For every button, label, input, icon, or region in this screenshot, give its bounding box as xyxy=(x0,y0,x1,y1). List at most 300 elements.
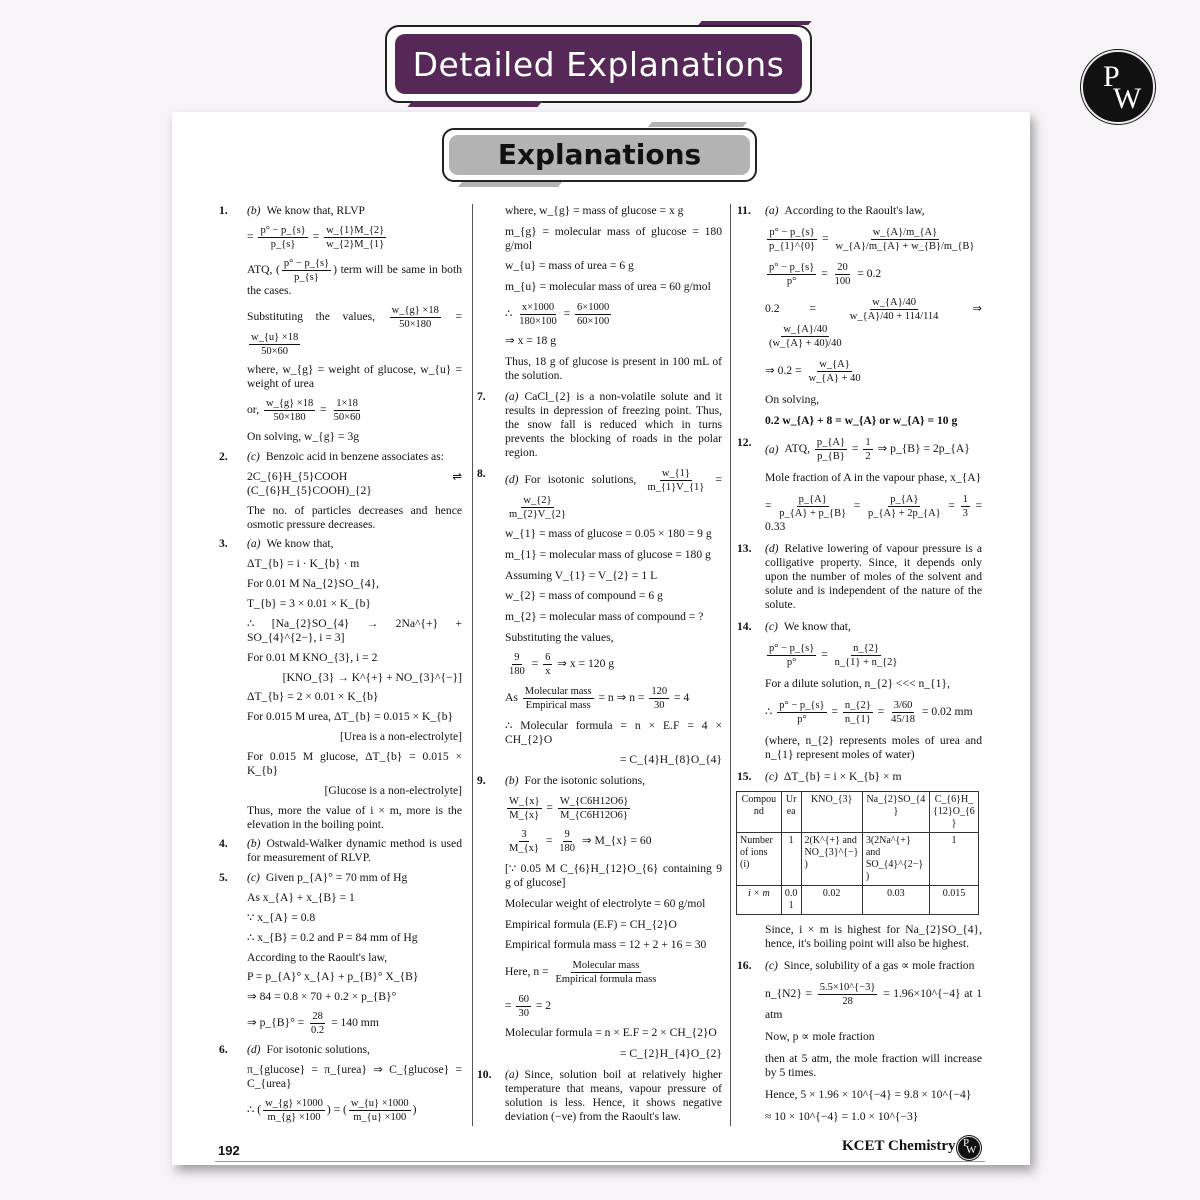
solution-text: ) = ( xyxy=(326,1102,347,1116)
question-number: 3. xyxy=(219,537,228,551)
answer-option: (b) xyxy=(247,204,261,217)
fraction xyxy=(863,436,872,463)
fraction-numerator: w_{A} xyxy=(819,358,850,370)
solution-text: = 0.2 xyxy=(854,266,882,280)
solution-text: Thus, 18 g of glucose is present in 100 mL of the solution. xyxy=(505,355,722,383)
solution-text: Molecular weight of electrolyte = 60 g/mol xyxy=(505,896,706,910)
solution-line xyxy=(490,753,722,767)
fraction-denominator: x xyxy=(545,666,551,678)
solution-text: = xyxy=(818,648,831,662)
pw-logo: P W xyxy=(1081,50,1155,124)
solution-line xyxy=(750,414,982,428)
solution-text: π_{glucose} = π_{urea} ⇒ C_{glucose} = C_{urea} xyxy=(247,1062,462,1090)
solution-line xyxy=(490,610,722,624)
question-answer xyxy=(737,959,982,973)
answer-option: (a) xyxy=(505,389,519,403)
solution-text: ⇒ M_{x} = 60 xyxy=(579,834,652,848)
solution-line xyxy=(750,1110,982,1124)
question-answer xyxy=(737,542,982,612)
fraction-denominator: m_{g} ×100 xyxy=(267,1111,321,1123)
answer-option: (d) xyxy=(765,542,779,556)
table-cell: 3(2Na^{+} and SO_{4}^{2−}) xyxy=(862,833,929,886)
fraction-numerator: w_{A}/40 xyxy=(783,323,828,335)
solution-line xyxy=(232,224,462,251)
solution-text: = xyxy=(828,704,841,718)
fraction-numerator: n_{2} xyxy=(844,699,871,711)
table-header-cell: Na_{2}SO_{4} xyxy=(862,792,929,833)
fraction xyxy=(249,331,300,358)
question-answer xyxy=(219,537,462,551)
solution-text: Hence, 5 × 1.96 × 10^{−4} = 9.8 × 10^{−4} xyxy=(765,1087,972,1101)
solution-text: = xyxy=(765,499,776,513)
solution-text: ⇒ xyxy=(942,301,982,315)
solution-line xyxy=(750,493,982,534)
fraction-denominator: w_{2}M_{1} xyxy=(326,238,385,250)
fraction-denominator: 60×100 xyxy=(577,315,610,327)
solution-text: ∴ Molecular formula = n × E.F = 4 × CH_{2}O xyxy=(505,718,722,746)
solution-text: CaCl_{2} is a non-volatile solute and it results in depression of freezing point. Thus, the snow fall is reduced which in turns prevents the blocking of roads in the polar region. xyxy=(505,389,722,459)
solution-text: ) term will be same in both the cases. xyxy=(247,262,462,297)
solution-line xyxy=(490,993,722,1020)
solution-line xyxy=(232,1010,462,1037)
solution-text: 2C_{6}H_{5}COOH ⇌ (C_{6}H_{5}COOH)_{2} xyxy=(247,469,462,497)
fraction xyxy=(523,685,594,712)
solution-line xyxy=(750,1052,982,1080)
fraction xyxy=(258,224,307,251)
solution-text: Thus, more the value of i × m, more is the elevation in the boiling point. xyxy=(247,803,462,831)
fraction-numerator: Molecular mass xyxy=(572,959,640,971)
fraction-numerator: p_{A} xyxy=(890,494,919,506)
solution-text: Molecular formula = n × E.F = 2 × CH_{2}O xyxy=(505,1026,717,1040)
column-divider xyxy=(730,204,731,1126)
solution-text: Since, i × m is highest for Na_{2}SO_{4}, hence, it's boiling point will also be highest. xyxy=(765,923,982,951)
solution-text: Mole fraction of A in the vapour phase, x_{A} xyxy=(765,471,982,485)
fraction xyxy=(309,1010,326,1037)
fraction-denominator: 45/18 xyxy=(891,713,916,725)
solution-line xyxy=(750,226,982,253)
solution-line xyxy=(750,923,982,951)
solution-text: For 0.015 M urea, ΔT_{b} = 0.015 × K_{b} xyxy=(247,710,454,724)
question-answer xyxy=(219,204,462,218)
fraction-denominator: 30 xyxy=(518,1007,529,1019)
solution-text: ATQ, ( xyxy=(247,262,280,276)
solution-text: w_{u} = mass of urea = 6 g xyxy=(505,259,634,273)
solution-text: As xyxy=(505,691,521,705)
table-header-cell: Urea xyxy=(781,792,801,833)
question-answer xyxy=(737,769,982,784)
solution-line xyxy=(490,204,722,218)
fraction-numerator: p_{A} xyxy=(798,494,827,506)
fraction-denominator: 30 xyxy=(653,700,665,711)
solution-text: For 0.015 M glucose, ΔT_{b} = 0.015 × K_{b} xyxy=(247,749,462,777)
solution-text: = n ⇒ n = xyxy=(595,691,648,705)
fraction-numerator: 1 xyxy=(865,437,871,449)
solution-line xyxy=(490,862,722,890)
solution-line xyxy=(490,1026,722,1040)
question-number: 5. xyxy=(219,871,228,885)
fraction xyxy=(349,1097,411,1124)
fraction-numerator: 3/60 xyxy=(893,699,913,711)
fraction xyxy=(507,651,527,678)
fraction xyxy=(767,642,816,669)
fraction-denominator: n_{1} + n_{2} xyxy=(834,656,898,668)
answer-option: (b) xyxy=(505,774,519,788)
question-answer xyxy=(477,1067,722,1124)
solution-text: = xyxy=(542,834,556,848)
solution-line xyxy=(232,931,462,945)
question-answer xyxy=(737,204,982,218)
question-number: 11. xyxy=(737,204,751,217)
solution-line xyxy=(490,651,722,678)
fraction-numerator: w_{1}M_{2} xyxy=(326,224,385,236)
fraction-denominator: 2 xyxy=(865,451,871,463)
solution-text: = xyxy=(543,800,556,814)
fraction-numerator: x×1000 xyxy=(521,301,555,313)
solution-line xyxy=(490,918,722,932)
solution-line xyxy=(232,690,462,704)
solution-line xyxy=(490,334,722,348)
solution-text: For a dilute solution, n_{2} <<< n_{1}, xyxy=(765,676,950,690)
solution-line xyxy=(232,430,462,444)
question-number: 15. xyxy=(737,769,752,783)
solution-line xyxy=(232,911,462,925)
solution-text: = xyxy=(874,704,888,718)
solution-line xyxy=(750,261,982,288)
table-cell: 0.01 xyxy=(781,886,801,915)
fraction xyxy=(767,261,816,288)
solution-text: For isotonic solutions, xyxy=(266,1043,370,1056)
fraction-numerator: 1×18 xyxy=(336,398,358,410)
solution-text: According to the Raoult's law, xyxy=(784,204,925,217)
answer-option: (d) xyxy=(247,1043,261,1056)
solution-text: = 4 xyxy=(671,691,690,705)
solution-text: We know that, xyxy=(783,619,851,633)
book-title: KCET Chemistry xyxy=(842,1138,956,1154)
solution-text: Since, solubility of a gas ∝ mole fraction xyxy=(783,959,975,973)
fraction-numerator: 9 xyxy=(564,829,570,841)
fraction xyxy=(833,642,900,669)
solution-line xyxy=(750,677,982,691)
question-number: 7. xyxy=(477,389,486,403)
solution-line xyxy=(750,642,982,669)
fraction xyxy=(558,795,630,822)
fraction xyxy=(777,699,826,726)
question-number: 2. xyxy=(219,449,228,463)
solution-line xyxy=(232,990,462,1004)
fraction-denominator: p_{1}^{0} xyxy=(769,240,816,252)
fraction xyxy=(263,1097,325,1124)
solution-line xyxy=(490,301,722,328)
fraction-denominator: p_{B} xyxy=(817,451,845,463)
solution-line xyxy=(490,828,722,855)
fraction xyxy=(332,397,363,424)
table-row xyxy=(737,886,979,915)
fraction-numerator: W_{x} xyxy=(509,795,540,807)
fraction xyxy=(777,493,848,520)
answer-option: (c) xyxy=(247,449,260,463)
question-answer xyxy=(219,871,462,885)
table-cell: i × m xyxy=(737,886,782,915)
solution-text: = 2 xyxy=(532,998,552,1012)
solution-text: ΔT_{b} = 2 × 0.01 × K_{b} xyxy=(247,690,379,704)
fraction-denominator: Empirical formula mass xyxy=(555,973,657,985)
solution-text: Here, n = xyxy=(505,965,552,979)
solution-line xyxy=(232,784,462,798)
solution-text: = C_{4}H_{8}O_{4} xyxy=(619,753,722,767)
solution-text: For 0.01 M Na_{2}SO_{4}, xyxy=(247,577,380,591)
solution-text: ⇒ x = 120 g xyxy=(554,657,615,671)
solution-line xyxy=(232,304,462,358)
solution-text: 0.2 w_{A} + 8 = w_{A} or w_{A} = 10 g xyxy=(765,414,958,428)
solution-text: = xyxy=(818,266,831,280)
solution-line xyxy=(232,470,462,498)
solution-line xyxy=(490,631,722,645)
solution-text: ∴ xyxy=(505,306,516,320)
solution-text: ) xyxy=(412,1102,417,1116)
table-cell: 2(K^{+} and NO_{3}^{−}) xyxy=(801,833,862,886)
fraction-denominator: p° xyxy=(786,656,797,668)
answer-option: (c) xyxy=(765,959,778,973)
solution-line xyxy=(232,651,462,665)
table-cell: 0.015 xyxy=(929,886,978,915)
fraction-denominator: 180 xyxy=(559,843,576,855)
fraction-denominator: 100 xyxy=(834,275,851,287)
solution-text: m_{u} = molecular mass of urea = 60 g/mol xyxy=(505,280,711,294)
fraction-numerator: 60 xyxy=(518,993,529,1005)
fraction-denominator: M_{x} xyxy=(509,809,540,821)
fraction-denominator: (w_{A} + 40)/40 xyxy=(769,337,842,349)
solution-text: Given p_{A}° = 70 mm of Hg xyxy=(265,871,408,885)
solution-line xyxy=(490,259,722,273)
solution-line xyxy=(490,795,722,822)
banner-stripe-bottom xyxy=(407,101,542,107)
fraction-numerator: 6×1000 xyxy=(577,301,610,313)
solution-line xyxy=(490,569,722,583)
sub-banner-stripe-bottom xyxy=(458,182,562,187)
question-number: 8. xyxy=(477,466,486,480)
fraction-numerator: p° − p_{s} xyxy=(769,261,815,273)
answer-option: (a) xyxy=(247,537,261,551)
solution-text: then at 5 atm, the mole fraction will increase by 5 times. xyxy=(765,1051,982,1079)
fraction-numerator: n_{2} xyxy=(853,642,879,654)
solution-line xyxy=(232,257,462,298)
fraction xyxy=(848,296,941,323)
header-title: Detailed Explanations xyxy=(395,34,802,94)
solution-line xyxy=(490,280,722,294)
fraction xyxy=(649,685,669,712)
answer-option: (a) xyxy=(765,442,779,456)
solution-text: m_{2} = molecular mass of compound = ? xyxy=(505,609,704,623)
solution-text: = xyxy=(505,998,515,1012)
answer-option: (c) xyxy=(765,619,778,633)
question-answer xyxy=(477,466,722,521)
fraction-denominator: 180×100 xyxy=(519,315,557,327)
fraction xyxy=(767,226,817,253)
solution-text: m_{g} = molecular mass of glucose = 180 g/mol xyxy=(505,224,722,252)
fraction-denominator: p_{s} xyxy=(270,238,296,250)
fraction-numerator: 28 xyxy=(312,1011,323,1023)
fraction-numerator: w_{u} ×1000 xyxy=(350,1097,409,1109)
fraction-numerator: w_{g} ×1000 xyxy=(265,1097,323,1109)
solution-line xyxy=(490,1047,722,1061)
solution-line xyxy=(490,938,722,952)
fraction-denominator: 0.2 xyxy=(311,1025,325,1037)
fraction-numerator: 1 xyxy=(962,494,968,506)
solution-text: where, w_{g} = weight of glucose, w_{u} = weight of urea xyxy=(247,363,462,391)
solution-line xyxy=(232,363,462,391)
fraction-denominator: 3 xyxy=(962,508,968,520)
solution-text: w_{1} = mass of glucose = 0.05 × 180 = 9 g xyxy=(505,527,712,541)
footer-rule xyxy=(215,1161,985,1162)
fraction xyxy=(553,959,658,986)
question-answer xyxy=(219,449,462,464)
fraction xyxy=(833,261,853,288)
fraction xyxy=(507,795,542,822)
table-header-cell: Compound xyxy=(737,792,782,833)
solution-text: On solving, w_{g} = 3g xyxy=(247,430,360,444)
solution-text: ≈ 10 × 10^{−4} = 1.0 × 10^{−3} xyxy=(765,1109,919,1123)
fraction xyxy=(815,436,847,463)
fraction-numerator: 20 xyxy=(837,261,848,273)
solution-line xyxy=(232,557,462,571)
solution-text: = 0.02 mm xyxy=(919,704,973,718)
solution-text: [∵ 0.05 M C_{6}H_{12}O_{6} containing 9 g of glucose] xyxy=(505,862,722,890)
solution-text: Empirical formula mass = 12 + 2 + 16 = 30 xyxy=(505,938,707,952)
solution-text: = xyxy=(317,403,330,417)
table-cell: 1 xyxy=(781,833,801,886)
solution-text: [KNO_{3} → K^{+} + NO_{3}^{−}] xyxy=(282,670,462,684)
fraction-denominator: 50×60 xyxy=(333,412,361,424)
table-header-cell: C_{6}H_{12}O_{6} xyxy=(929,792,978,833)
table-cell: 0.03 xyxy=(862,886,929,915)
solution-text: = xyxy=(850,499,864,513)
fraction-numerator: 5.5×10^{−3} xyxy=(819,982,876,994)
solution-line xyxy=(750,393,982,407)
column-2 xyxy=(477,204,722,1124)
solution-line xyxy=(232,397,462,424)
solution-text: We know that, xyxy=(266,537,334,551)
fraction-denominator: M_{C6H12O6} xyxy=(560,809,628,821)
fraction-denominator: w_{A}/40 + 114/114 xyxy=(849,310,939,322)
solution-text: = xyxy=(819,232,832,246)
solution-text: ⇒ p_{B} = 2p_{A} xyxy=(874,442,970,456)
answer-option: (c) xyxy=(247,871,260,885)
fraction-numerator: p° − p_{s} xyxy=(779,699,825,711)
solution-text: ∴ ( xyxy=(247,1102,262,1116)
fraction xyxy=(767,323,844,350)
fraction xyxy=(543,651,552,678)
fraction xyxy=(818,981,878,1008)
answer-option: (c) xyxy=(765,769,778,783)
solution-text: We know that, RLVP xyxy=(266,204,366,217)
solution-text: ⇒ 84 = 0.8 × 70 + 0.2 × p_{B}° xyxy=(247,990,397,1004)
solution-line xyxy=(750,981,982,1022)
solution-line xyxy=(232,1097,462,1124)
fraction-denominator: w_{A}/m_{A} + w_{B}/m_{B} xyxy=(835,240,975,252)
solution-line xyxy=(232,710,462,724)
solution-text: Now, p ∝ mole fraction xyxy=(765,1030,875,1044)
solution-line xyxy=(490,959,722,986)
solution-text: ∵ x_{A} = 0.8 xyxy=(247,910,316,924)
fraction-denominator: n_{1} xyxy=(844,713,871,725)
solution-text: ∴ [Na_{2}SO_{4} → 2Na^{+} + SO_{4}^{2−}, i = 3] xyxy=(247,616,462,644)
ions-table xyxy=(736,791,979,915)
fraction-denominator: 28 xyxy=(842,996,853,1008)
fraction-denominator: p_{A} + p_{B} xyxy=(779,508,847,520)
fraction-numerator: p_{A} xyxy=(816,437,846,449)
fraction-numerator: W_{C6H12O6} xyxy=(559,795,629,807)
solution-text: w_{2} = mass of compound = 6 g xyxy=(505,589,663,603)
question-number: 14. xyxy=(737,619,752,633)
fraction-denominator: m_{1}V_{1} xyxy=(647,481,705,493)
fraction xyxy=(575,301,611,328)
solution-line xyxy=(490,589,722,603)
solution-text: ΔT_{b} = i · K_{b} · m xyxy=(247,557,360,571)
sub-banner-stripe-top xyxy=(648,122,747,127)
question-answer xyxy=(737,436,982,463)
solution-text: T_{b} = 3 × 0.01 × K_{b} xyxy=(247,596,371,610)
solution-text: ⇒ 0.2 = xyxy=(765,363,805,377)
solution-text: [Urea is a non-electrolyte] xyxy=(340,730,462,744)
solution-text: [Glucose is a non-electrolyte] xyxy=(324,783,462,797)
solution-text: Benzoic acid in benzene associates as: xyxy=(265,449,444,463)
solution-line xyxy=(490,685,722,712)
section-banner xyxy=(442,128,757,182)
solution-text: = 1.96×10^{−4} at 1 atm xyxy=(765,987,982,1022)
solution-text: P = p_{A}° x_{A} + p_{B}° X_{B} xyxy=(247,970,419,984)
fraction xyxy=(833,226,976,253)
fraction xyxy=(507,494,568,521)
solution-text: Ostwald-Walker dynamic method is used for measurement of RLVP. xyxy=(247,837,462,865)
question-number: 1. xyxy=(219,204,228,217)
fraction-numerator: 3 xyxy=(521,829,527,841)
fraction-denominator: 50×60 xyxy=(261,345,289,357)
solution-text: m_{1} = molecular mass of glucose = 180 g xyxy=(505,547,711,561)
table-cell: 0.02 xyxy=(801,886,862,915)
answer-option: (d) xyxy=(505,472,519,486)
table-cell: Number of ions (i) xyxy=(737,833,782,886)
fraction-numerator: w_{1} xyxy=(661,467,690,479)
header-banner xyxy=(385,25,812,103)
question-number: 16. xyxy=(737,959,752,973)
table-header-cell: KNO_{3} xyxy=(801,792,862,833)
fraction-numerator: 6 xyxy=(545,652,551,664)
solution-text: Since, solution boil at relatively higher temperature that means, vapour pressure of solution is less. Hence, it shows negative deviation (−ve) from the Raoult's law. xyxy=(505,1067,722,1123)
fraction xyxy=(324,224,386,251)
fraction-numerator: w_{A}/40 xyxy=(872,296,917,308)
fraction xyxy=(390,304,441,331)
pw-footer-logo: P W xyxy=(957,1136,981,1160)
fraction-numerator: p° − p_{s} xyxy=(283,257,330,269)
solution-text: Empirical formula (E.F) = CH_{2}O xyxy=(505,917,677,931)
question-number: 12. xyxy=(737,436,752,450)
fraction-numerator: w_{g} ×18 xyxy=(266,398,314,410)
solution-line xyxy=(750,471,982,485)
question-answer xyxy=(477,774,722,788)
solution-line xyxy=(232,617,462,645)
solution-line xyxy=(232,1063,462,1091)
solution-text: Assuming V_{1} = V_{2} = 1 L xyxy=(505,568,658,582)
fraction-denominator: Empirical mass xyxy=(525,700,591,711)
solution-text: The no. of particles decreases and hence osmotic pressure decreases. xyxy=(247,503,462,531)
solution-line xyxy=(490,527,722,541)
fraction xyxy=(961,493,970,520)
fraction xyxy=(517,301,558,328)
table-row xyxy=(737,833,979,886)
solution-line xyxy=(490,548,722,562)
solution-line xyxy=(232,504,462,532)
solution-line xyxy=(490,355,722,383)
